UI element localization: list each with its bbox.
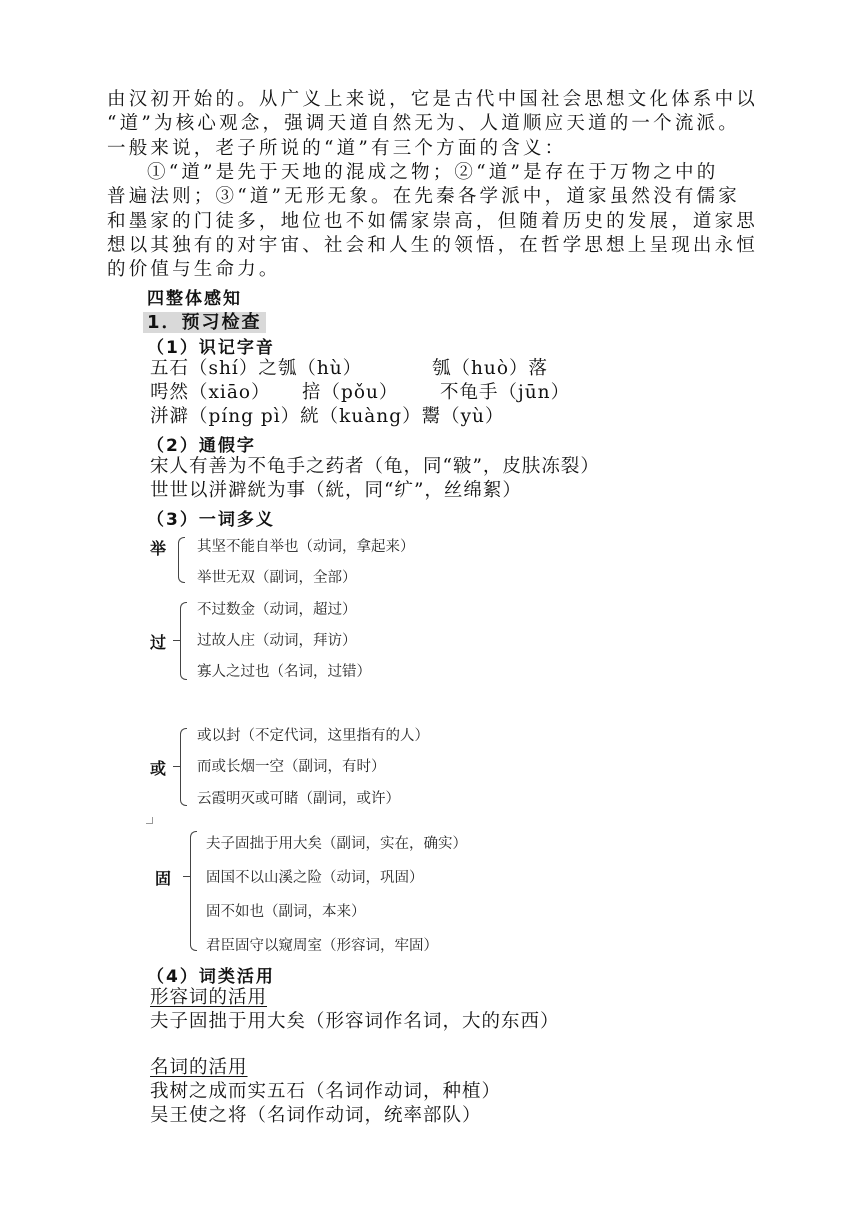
polysemy-item: 而或长烟一空（副词，有时） [197, 759, 386, 775]
section-heading: 四整体感知 [147, 289, 242, 309]
tongjia-heading: （2）通假字 [147, 436, 256, 456]
pron-item: 五石（shí）之瓠（hù） [150, 358, 363, 379]
pron-item: 瓠（huò）落 [432, 358, 548, 379]
brace [190, 831, 197, 951]
polysemy-item: 举世无双（副词，全部） [197, 570, 357, 586]
intro-line: 由汉初开始的。从广义上来说，它是古代中国社会思想文化体系中以 [107, 89, 759, 110]
brace [180, 728, 187, 806]
pron-item: 掊（pǒu） [302, 382, 399, 403]
brace-notch [183, 876, 191, 877]
polysemy-item: 过故人庄（动词，拜访） [197, 633, 357, 649]
polysemy-key: 固 [155, 869, 172, 888]
intro-line: 想以其独有的对宇宙、社会和人生的领悟，在哲学思想上呈现出永恒 [107, 235, 759, 256]
pron-item: 洴澼（píng pì）絖（kuàng）鬻（yù） [150, 406, 505, 427]
polysemy-item: 云霞明灭或可睹（副词，或许） [197, 791, 400, 807]
intro-line: 普遍法则；③“道”无形无象。在先秦各学派中，道家虽然没有儒家 [107, 186, 740, 207]
brace-notch [173, 766, 181, 767]
brace [180, 602, 187, 680]
pron-item: 呺然（xiāo） [150, 382, 271, 403]
subsection-heading [143, 308, 266, 334]
polysemy-key: 过 [150, 633, 167, 652]
polysemy-item: 其坚不能自举也（动词，拿起来） [197, 539, 415, 555]
intro-line: 的价值与生命力。 [107, 259, 281, 280]
cilei-noun-title [150, 1056, 248, 1080]
intro-line: ①“道”是先于天地的混成之物；②“道”是存在于万物之中的 [147, 162, 719, 183]
polysemy-heading: （3）一词多义 [147, 510, 275, 530]
polysemy-item: 君臣固守以窥周室（形容词，牢固） [206, 938, 438, 954]
polysemy-item: 固不如也（副词，本来） [206, 904, 366, 920]
cilei-adj-title-text: 形容词的活用 [150, 987, 268, 1008]
polysemy-item: 寡人之过也（名词，过错） [197, 664, 371, 680]
cilei-heading: （4）词类活用 [147, 967, 275, 987]
subsection-heading-text: 1．预习检查 [143, 312, 266, 333]
intro-line: 和墨家的门徒多，地位也不如儒家崇高，但随着历史的发展，道家思 [107, 211, 759, 232]
polysemy-item: 或以封（不定代词，这里指有的人） [197, 728, 429, 744]
polysemy-key: 或 [150, 759, 167, 778]
cilei-noun-line: 我树之成而实五石（名词作动词，种植） [150, 1081, 502, 1102]
cilei-adj-line: 夫子固拙于用大矣（形容词作名词，大的东西） [150, 1011, 560, 1032]
cilei-adj-title [150, 986, 267, 1010]
pron-heading: （1）识记字音 [147, 338, 275, 358]
brace [178, 537, 185, 583]
polysemy-key: 举 [150, 539, 167, 558]
intro-line: 一般来说，老子所说的“道”有三个方面的含义： [107, 138, 567, 159]
cilei-noun-line: 吴王使之将（名词作动词，统率部队） [150, 1105, 482, 1126]
pron-item: 不龟手（jūn） [440, 382, 571, 403]
intro-line: “道”为核心观念，强调天道自然无为、人道顺应天道的一个流派。 [107, 113, 740, 134]
polysemy-item: 固国不以山溪之险（动词，巩固） [206, 870, 424, 886]
tongjia-line: 世世以洴澼絖为事（絖，同“纩”，丝绵絮） [150, 480, 522, 501]
tongjia-line: 宋人有善为不龟手之药者（龟，同“皲”，皮肤冻裂） [150, 456, 600, 477]
polysemy-item: 夫子固拙于用大矣（副词，实在，确实） [206, 836, 467, 852]
cilei-noun-title-text: 名词的活用 [150, 1057, 248, 1078]
brace-notch [173, 640, 181, 641]
corner-mark [146, 817, 153, 824]
polysemy-item: 不过数金（动词，超过） [197, 602, 357, 618]
